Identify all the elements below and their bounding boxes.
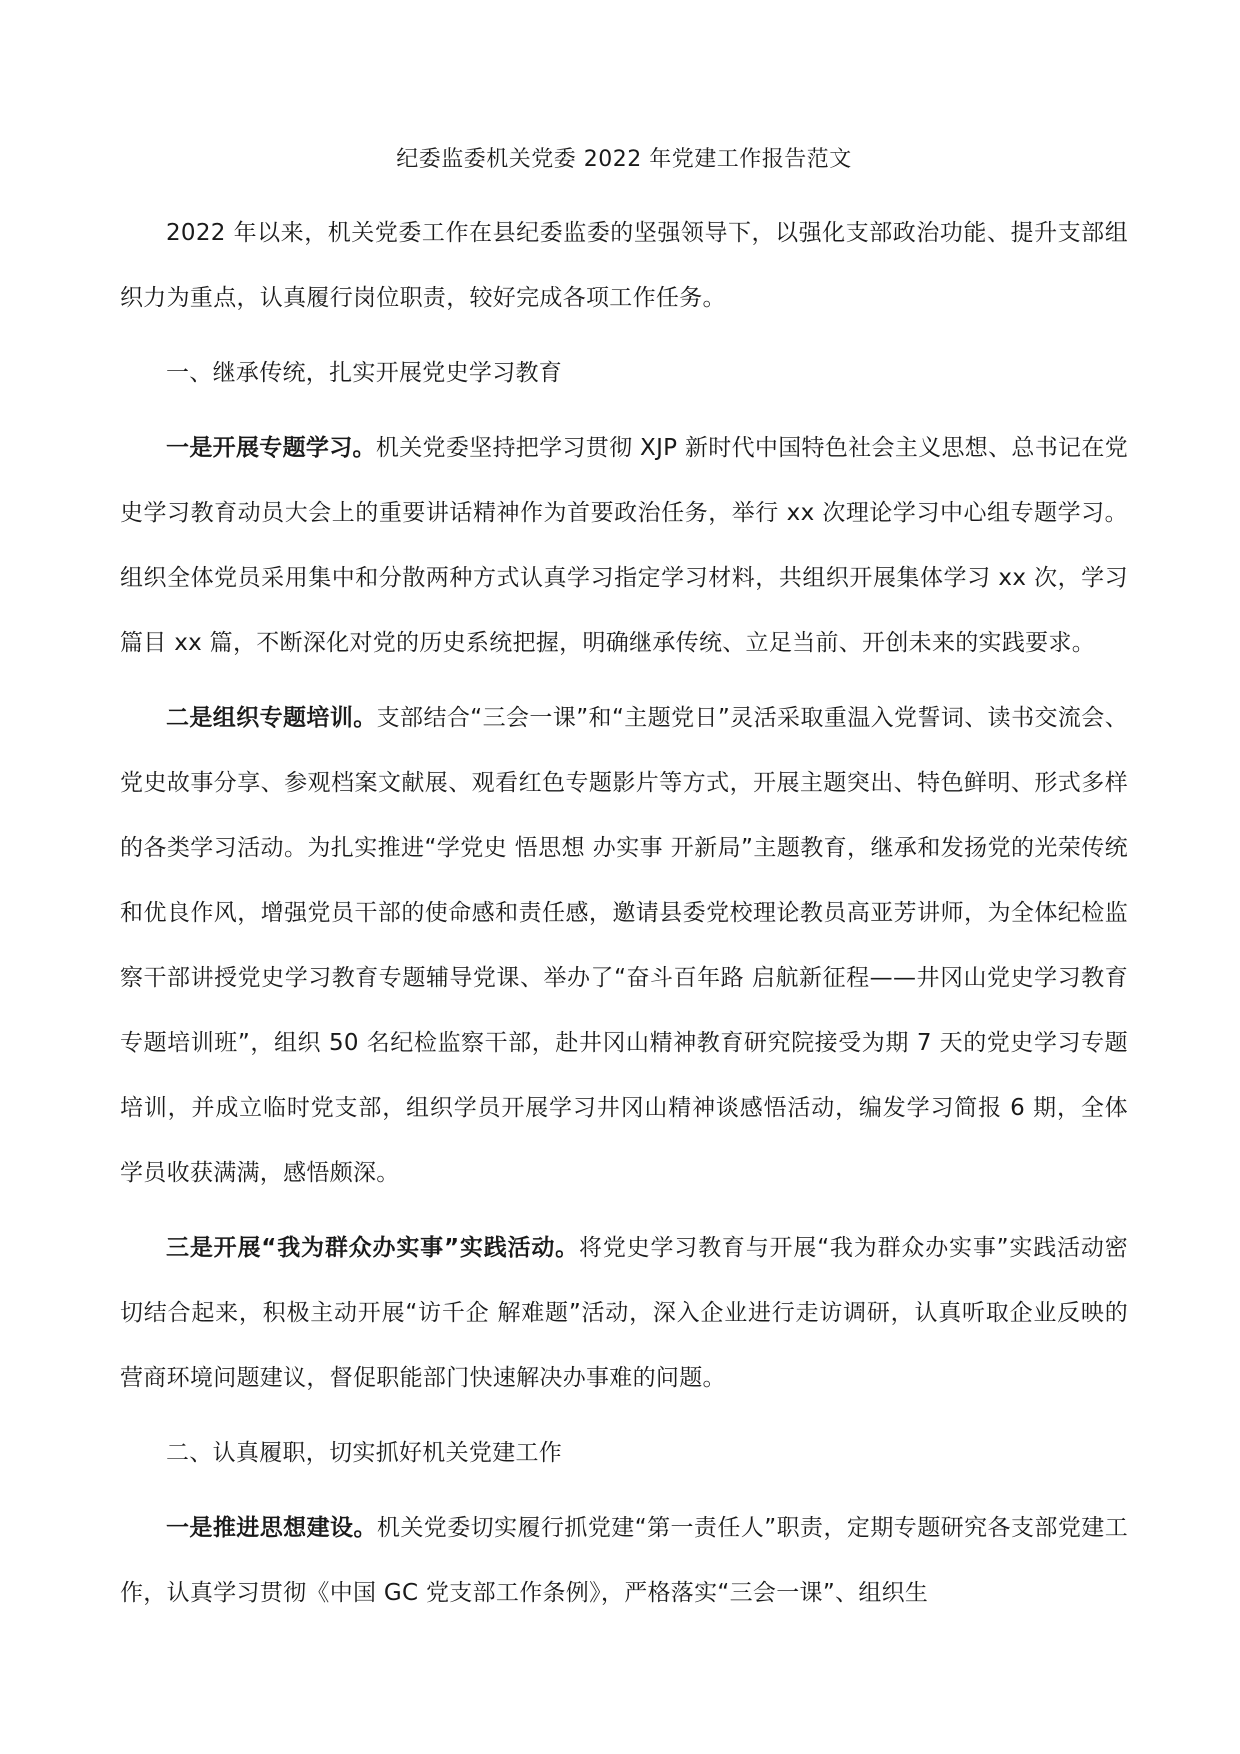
paragraph-text: 机关党委切实履行抓党建“第一责任人”职责，定期专题研究各支部党建工作，认真学习贯彻《中国 GC 党支部工作条例》，严格落实“三会一课”、组织生 [120,1515,1128,1606]
paragraph-text: 支部结合“三会一课”和“主题党日”灵活采取重温入党誓词、读书交流会、党史故事分享、参观档案文献展、观看红色专题影片等方式，开展主题突出、特色鲜明、形式多样的各类学习活动。为扎实推进“学党史 悟思想 办实事 开新局”主题教育，继承和发扬党的光荣传统和优良作风，增强党员干部的使命感和责任感，邀请县委党校理论教员高亚芳讲师，为全体纪检监察干部讲授党史学习教育专题辅导党课、举办了“奋斗百年路 启航新征程——井冈山党史学习教育专题培训班”，组织 50 名纪检监察干部，赴井冈山精神教育研究院接受为期 7 天的党史学习专题培训，并成立临时党支部，组织学员开展学习井冈山精神谈感悟活动，编发学习简报 6 期，全体学员收获满满，感悟颇深。 [120,705,1128,1186]
paragraph-ideology [120,1496,1128,1626]
paragraph-intro [120,201,1128,331]
paragraph-text: 2022 年以来，机关党委工作在县纪委监委的坚强领导下，以强化支部政治功能、提升支部组织力为重点，认真履行岗位职责，较好完成各项工作任务。 [120,220,1128,311]
section-heading-text: 一、继承传统，扎实开展党史学习教育 [166,360,563,386]
paragraph-training [120,686,1128,1206]
document-title: 纪委监委机关党委 2022 年党建工作报告范文 [396,147,852,172]
paragraph-lead: 一是开展专题学习。 [166,435,376,461]
paragraph-lead: 三是开展“我为群众办实事”实践活动。 [166,1235,579,1261]
paragraph-study [120,416,1128,676]
paragraph-lead: 一是推进思想建设。 [166,1515,377,1541]
paragraph-text: 将党史学习教育与开展“我为群众办实事”实践活动密切结合起来，积极主动开展“访千企 解难题”活动，深入企业进行走访调研，认真听取企业反映的营商环境问题建议，督促职能部门快速解决办事难的问题。 [120,1235,1128,1391]
section-heading-1 [120,341,1128,406]
section-heading-2 [120,1421,1128,1486]
document-body [120,201,1128,1636]
paragraph-lead: 二是组织专题培训。 [166,705,377,731]
paragraph-text: 机关党委坚持把学习贯彻 XJP 新时代中国特色社会主义思想、总书记在党史学习教育动员大会上的重要讲话精神作为首要政治任务，举行 xx 次理论学习中心组专题学习。组织全体党员采用集中和分散两种方式认真学习指定学习材料，共组织开展集体学习 xx 次，学习篇目 xx 篇，不断深化对党的历史系统把握，明确继承传统、立足当前、开创未来的实践要求。 [120,435,1128,656]
paragraph-practice [120,1216,1128,1411]
section-heading-text: 二、认真履职，切实抓好机关党建工作 [166,1440,563,1466]
